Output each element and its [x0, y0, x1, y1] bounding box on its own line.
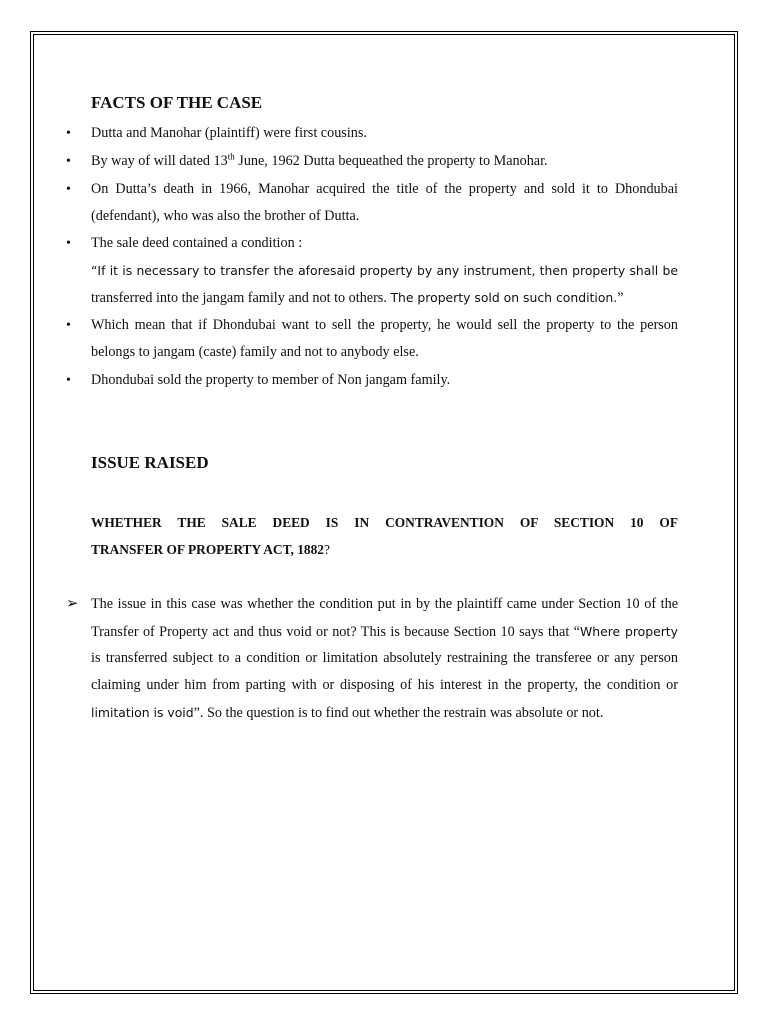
issue-question-mark: ? [324, 542, 330, 557]
issue-answer-line-3: is transferred subject to a condition or limitation absolutely restraining the transferee or any person [91, 650, 678, 666]
facts-heading: FACTS OF THE CASE [91, 93, 263, 112]
bullet-icon: • [66, 182, 71, 197]
quote-line-2-sans: The property sold on such condition. [390, 290, 618, 305]
arrow-bullet-icon: ➢ [66, 596, 79, 612]
issue-answer-line-2-text: Transfer of Property act and thus void or not? This is because Section 10 says that “ [91, 624, 580, 640]
fact-5-line-1: Which mean that if Dhondubai want to sell the property, he would sell the property to the person [91, 317, 678, 333]
fact-3-line-2: (defendant), who was also the brother of Dutta. [91, 208, 360, 224]
fact-4: The sale deed contained a condition : [91, 235, 303, 251]
issue-question-line-2 [91, 536, 678, 563]
quote-line-2-text: transferred into the jangam family and not to others. [91, 290, 391, 306]
fact-2 [91, 148, 678, 175]
issue-answer-line-5-sans: limitation is void [91, 705, 194, 720]
fact-3-line-1: On Dutta’s death in 1966, Manohar acquired the title of the property and sold it to Dhondubai [91, 181, 678, 197]
issue-question-text: TRANSFER OF PROPERTY ACT, 1882 [91, 542, 325, 557]
bullet-icon: • [66, 373, 71, 388]
quote-line-1: “If it is necessary to transfer the aforesaid property by any instrument, then property shall be [91, 263, 678, 278]
issue-answer-line-5 [91, 699, 678, 727]
fact-5-line-2: belongs to jangam (caste) family and not to anybody else. [91, 344, 419, 360]
fact-2-text-end: June, 1962 Dutta bequeathed the property to Manohar. [234, 153, 548, 169]
issue-answer-line-2 [91, 618, 678, 646]
issue-question-line-1: WHETHER THE SALE DEED IS IN CONTRAVENTION OF SECTION 10 OF [91, 515, 678, 530]
fact-2-text: By way of will dated 13 [91, 153, 228, 169]
bullet-icon: • [66, 154, 71, 169]
issue-answer-line-2-sans: Where property [579, 624, 678, 639]
fact-1: Dutta and Manohar (plaintiff) were first cousins. [91, 125, 367, 141]
bullet-icon: • [66, 236, 71, 251]
fact-2-superscript: th [227, 151, 235, 162]
quote-line-2-end: ” [617, 290, 624, 306]
issue-answer-line-5-text: ”. So the question is to find out whether the restrain was absolute or not. [193, 705, 604, 721]
bullet-icon: • [66, 126, 71, 141]
quote-line-2 [91, 284, 678, 312]
issue-heading: ISSUE RAISED [91, 453, 209, 472]
bullet-icon: • [66, 318, 71, 333]
fact-6: Dhondubai sold the property to member of Non jangam family. [91, 372, 451, 388]
issue-answer-line-1: The issue in this case was whether the condition put in by the plaintiff came under Section 10 of the [91, 596, 678, 612]
issue-answer-line-4: claiming under him from parting with or disposing of his interest in the property, the condition or [91, 677, 678, 693]
